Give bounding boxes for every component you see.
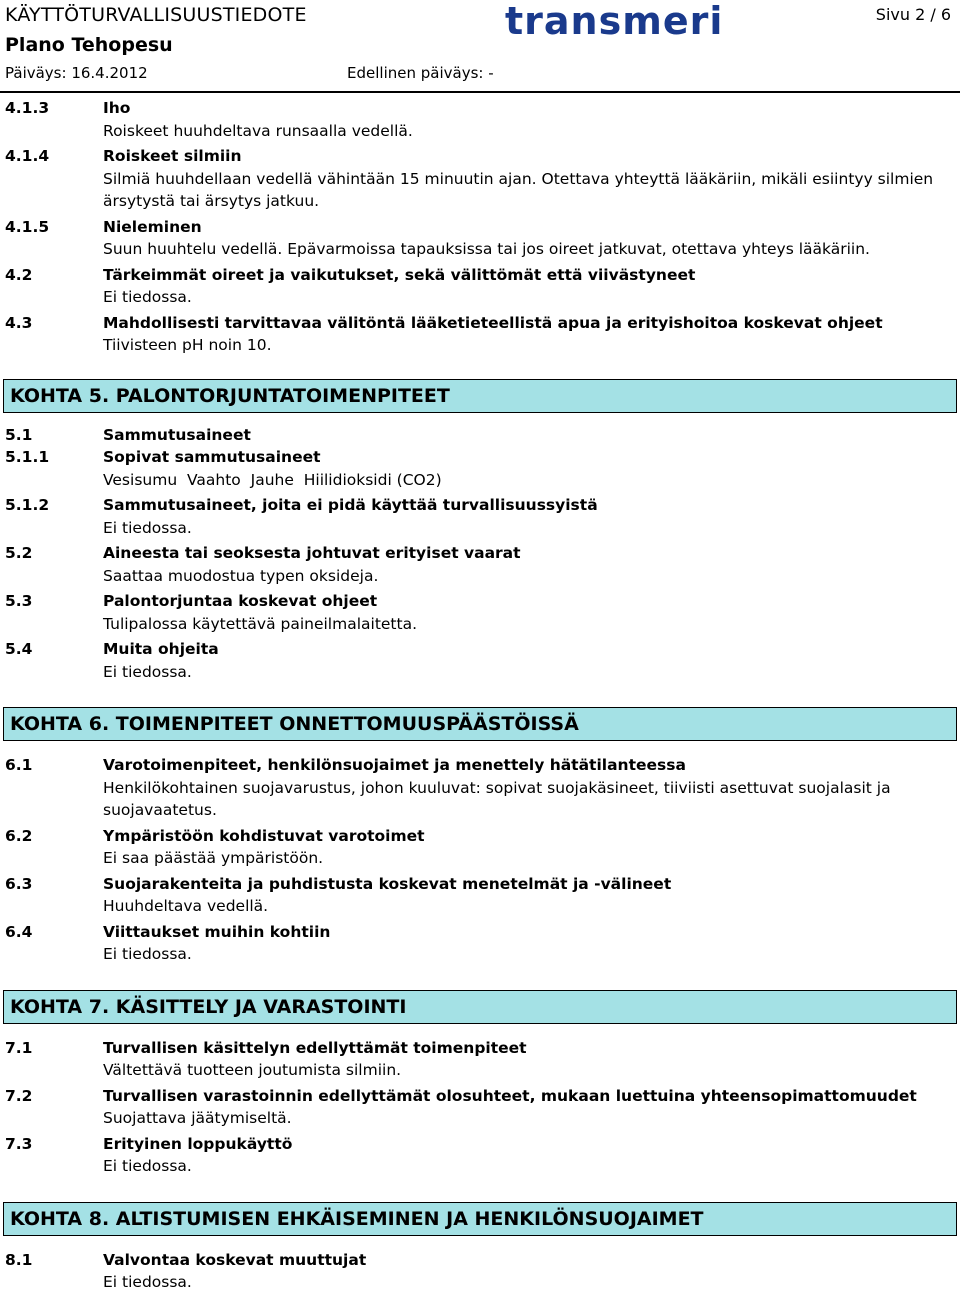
section-number: 4.2 (5, 265, 33, 284)
section-heading: Mahdollisesti tarvittavaa välitöntä lääketieteellistä apua ja erityishoitoa koskevat ohjeet (103, 313, 883, 332)
section-heading: Muita ohjeita (103, 640, 219, 658)
section-text: Ei tiedossa. (103, 662, 192, 681)
section-heading: Aineesta tai seoksesta johtuvat erityiset vaarat (103, 544, 521, 562)
section-5-1-2 (0, 494, 960, 539)
section-number: 5.2 (5, 544, 33, 562)
section-number: 4.3 (5, 313, 33, 332)
section-heading-kohta-5: KOHTA 5. PALONTORJUNTATOIMENPITEET (3, 379, 957, 413)
section-heading-kohta-8: KOHTA 8. ALTISTUMISEN EHKÄISEMINEN JA HENKILÖNSUOJAIMET (3, 1202, 957, 1236)
section-heading: Roiskeet silmiin (103, 147, 242, 165)
section-text: Ei tiedossa. (103, 1157, 192, 1175)
document-type-title: KÄYTTÖTURVALLISUUSTIEDOTE (5, 4, 307, 26)
section-heading: Nieleminen (103, 217, 202, 236)
section-text: Tulipalossa käytettävä paineilmalaitetta. (103, 614, 418, 633)
issue-date: Päiväys: 16.4.2012 (5, 64, 148, 82)
section-heading: Erityinen loppukäyttö (103, 1134, 293, 1153)
section-number: 7.3 (5, 1134, 33, 1153)
section-text: Tiivisteen pH noin 10. (103, 336, 272, 354)
section-4-1-3 (0, 97, 960, 142)
section-heading: Palontorjuntaa koskevat ohjeet (103, 592, 378, 610)
section-5-3 (0, 590, 960, 635)
section-text: Silmiä huuhdellaan vedellä vähintään 15 minuutin ajan. Otettava yhteyttä lääkäriin, mikäli esiintyy silmien ärsytystä tai ärsytys jatkuu. (103, 169, 934, 210)
section-4-3 (0, 312, 960, 357)
section-8-1 (0, 1249, 960, 1294)
section-text: Suojattava jäätymiseltä. (103, 1109, 292, 1127)
document-body (0, 95, 960, 1294)
section-text: Vesisumu Vaahto Jauhe Hiilidioksidi (CO2) (103, 470, 442, 489)
section-7-2 (0, 1085, 960, 1130)
section-heading: Turvallisen varastoinnin edellyttämät olosuhteet, mukaan luettuina yhteensopimattomuudet (103, 1086, 917, 1105)
section-heading: Tärkeimmät oireet ja vaikutukset, sekä välittömät että viivästyneet (103, 265, 696, 284)
page-header (0, 0, 960, 92)
section-5-1-1 (0, 446, 960, 491)
section-number: 6.1 (5, 756, 33, 774)
section-5-2 (0, 542, 960, 587)
section-heading: Varotoimenpiteet, henkilönsuojaimet ja menettely hätätilanteessa (103, 756, 686, 774)
section-6-3 (0, 873, 960, 918)
transmeri-logo (505, 2, 730, 42)
section-4-1-4 (0, 145, 960, 213)
section-text: Henkilökohtainen suojavarustus, johon kuuluvat: sopivat suojakäsineet, tiiviisti asettuvat suojalasit ja suojavaatetus. (103, 778, 891, 819)
section-heading: Valvontaa koskevat muuttujat (103, 1250, 367, 1269)
section-6-1 (0, 754, 960, 822)
section-text: Roiskeet huuhdeltava runsaalla vedellä. (103, 121, 413, 140)
section-text: Vältettävä tuotteen joutumista silmiin. (103, 1061, 402, 1079)
section-number: 6.2 (5, 826, 33, 845)
section-heading-kohta-7: KOHTA 7. KÄSITTELY JA VARASTOINTI (3, 990, 957, 1024)
section-number: 8.1 (5, 1250, 33, 1269)
section-text: Suun huuhtelu vedellä. Epävarmoissa tapauksissa tai jos oireet jatkuvat, otettava yhteys lääkäriin. (103, 240, 870, 258)
logo-text: transmeri (505, 2, 724, 42)
section-heading: Iho (103, 99, 131, 117)
section-number: 7.2 (5, 1086, 33, 1105)
section-heading: Viittaukset muihin kohtiin (103, 922, 331, 941)
section-6-2 (0, 825, 960, 870)
section-5-4 (0, 638, 960, 683)
product-name: Plano Tehopesu (5, 34, 173, 56)
section-text: Huuhdeltava vedellä. (103, 897, 269, 915)
section-number: 5.4 (5, 640, 33, 658)
section-heading: Sammutusaineet, joita ei pidä käyttää turvallisuussyistä (103, 496, 598, 514)
section-text: Ei tiedossa. (103, 518, 192, 537)
section-5-1 (0, 424, 960, 447)
section-number: 7.1 (5, 1038, 33, 1057)
section-number: 6.4 (5, 922, 33, 941)
section-number: 4.1.3 (5, 99, 50, 117)
section-text: Ei tiedossa. (103, 288, 192, 306)
section-text: Saattaa muodostua typen oksideja. (103, 566, 379, 585)
section-7-1 (0, 1037, 960, 1082)
section-number: 4.1.5 (5, 217, 50, 236)
section-heading: Suojarakenteita ja puhdistusta koskevat menetelmät ja -välineet (103, 874, 672, 893)
section-number: 5.1 (5, 425, 33, 444)
section-heading: Ympäristöön kohdistuvat varotoimet (103, 826, 425, 845)
section-number: 4.1.4 (5, 147, 50, 165)
header-divider (0, 91, 960, 93)
section-number: 6.3 (5, 874, 33, 893)
section-heading: Sammutusaineet (103, 425, 251, 444)
section-text: Ei saa päästää ympäristöön. (103, 849, 324, 867)
section-text: Ei tiedossa. (103, 945, 192, 963)
section-4-1-5 (0, 216, 960, 261)
section-number: 5.3 (5, 592, 33, 610)
section-4-2 (0, 264, 960, 309)
previous-date: Edellinen päiväys: - (347, 64, 494, 82)
section-6-4 (0, 921, 960, 966)
section-7-3 (0, 1133, 960, 1178)
section-text: Ei tiedossa. (103, 1273, 192, 1291)
section-heading: Turvallisen käsittelyn edellyttämät toimenpiteet (103, 1038, 527, 1057)
section-number: 5.1.1 (5, 448, 50, 466)
section-heading: Sopivat sammutusaineet (103, 448, 321, 466)
page-number: Sivu 2 / 6 (875, 5, 951, 24)
section-heading-kohta-6: KOHTA 6. TOIMENPITEET ONNETTOMUUSPÄÄSTÖISSÄ (3, 707, 957, 741)
section-number: 5.1.2 (5, 496, 50, 514)
